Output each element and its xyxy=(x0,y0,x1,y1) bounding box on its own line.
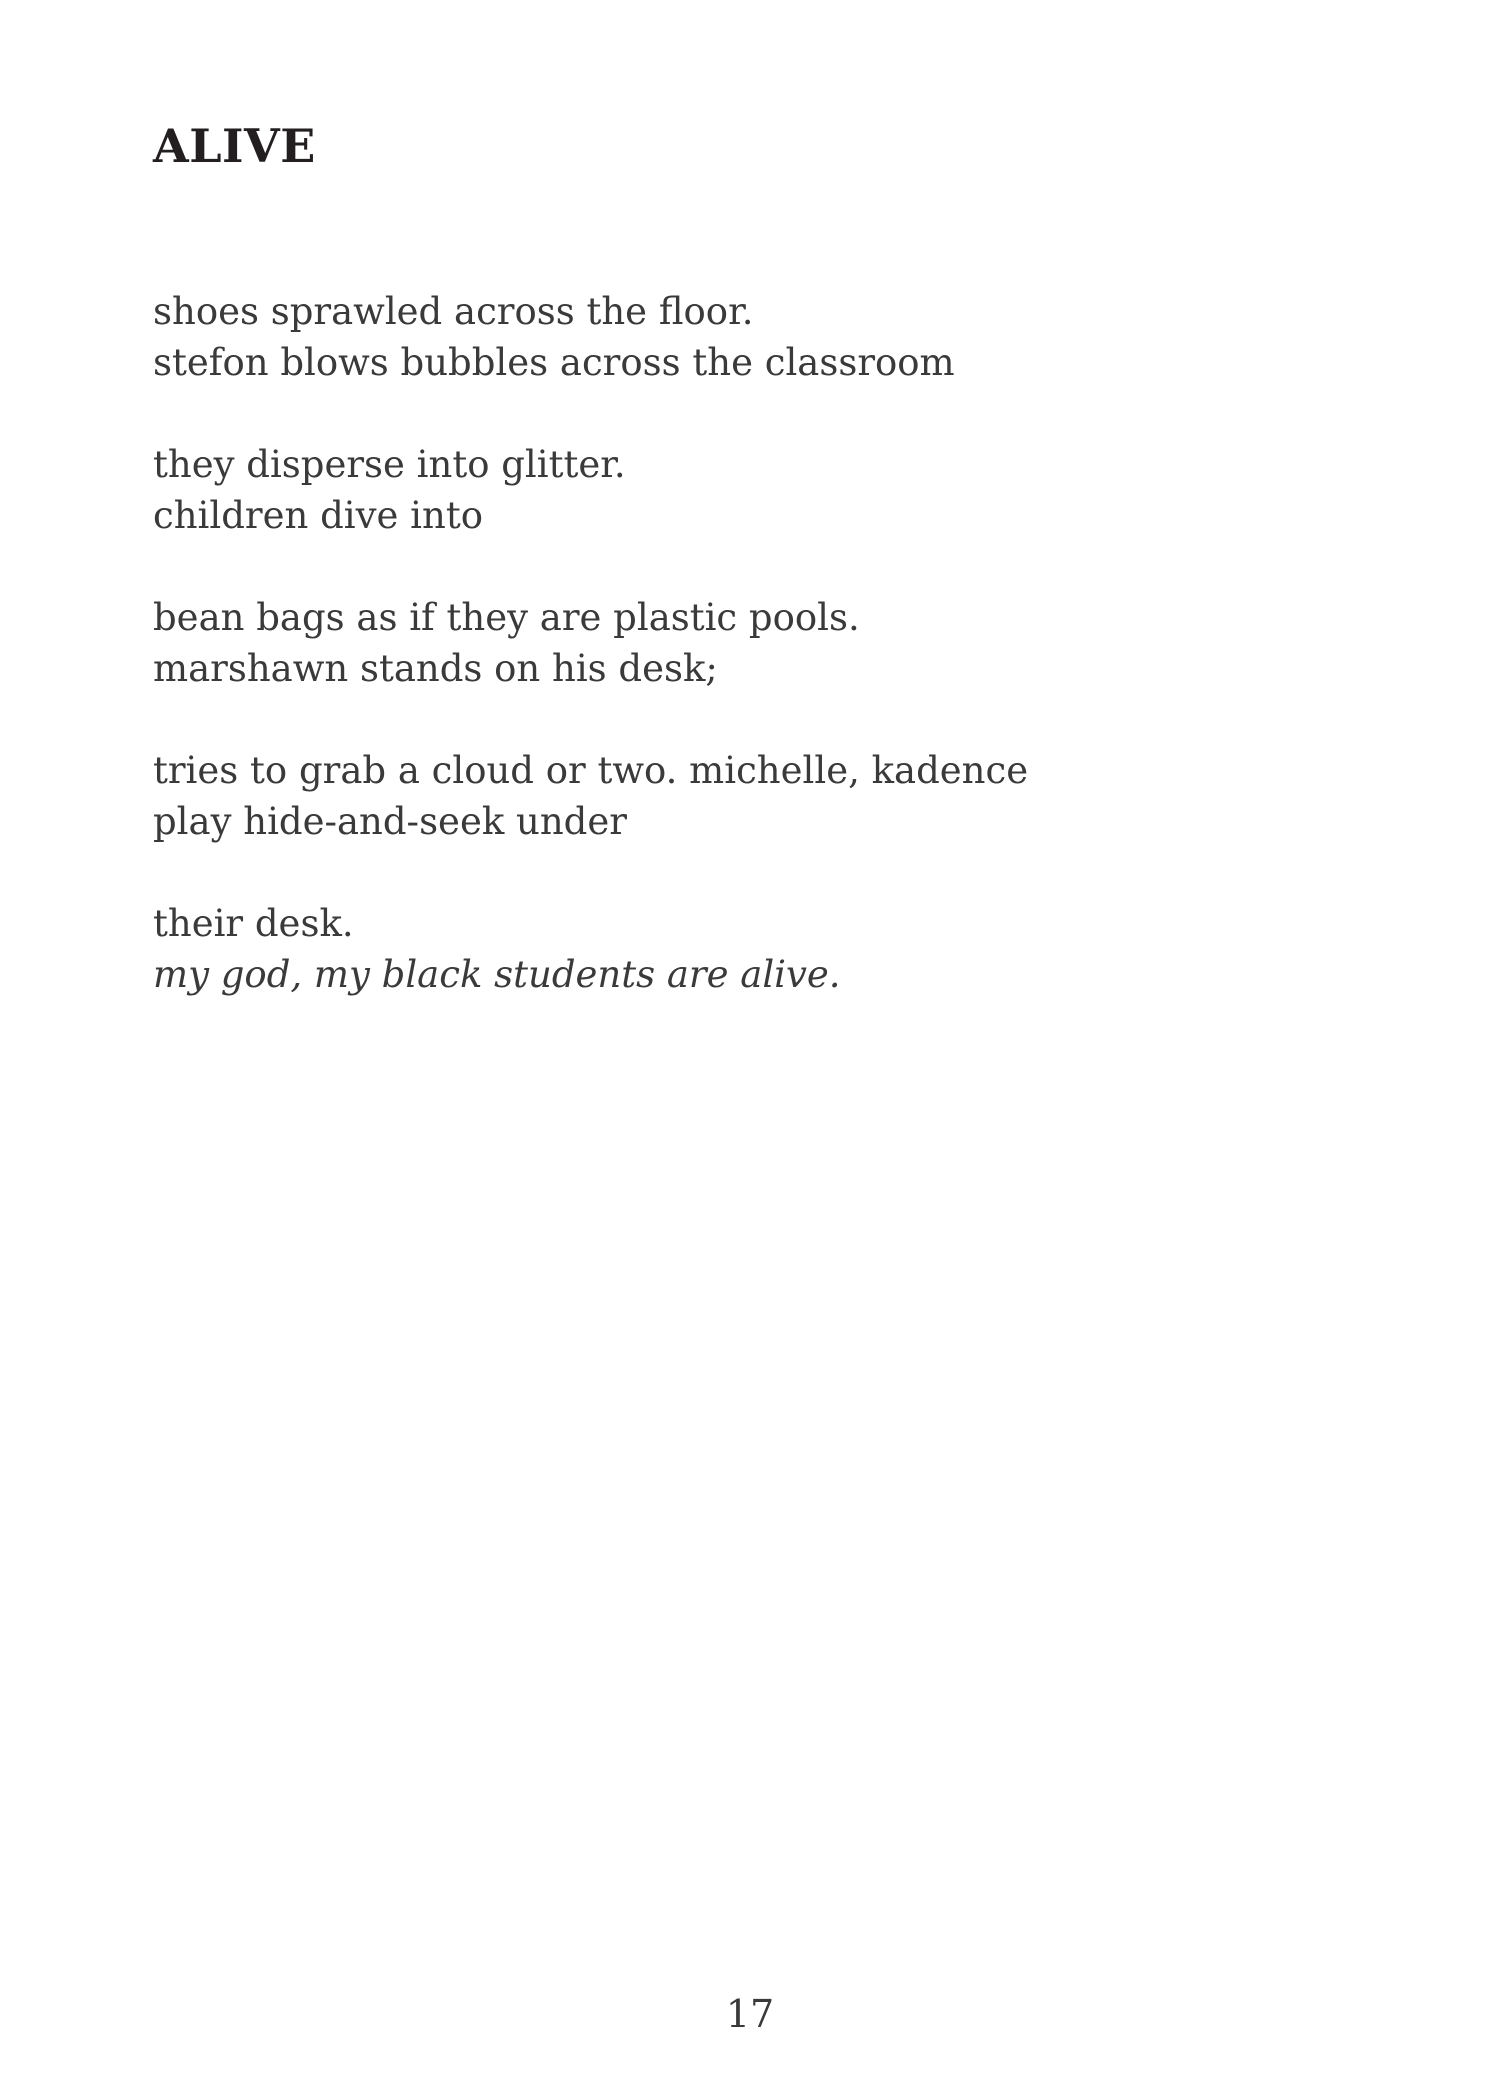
poem-line: tries to grab a cloud or two. michelle, kadence xyxy=(153,749,1029,792)
poem-line: shoes sprawled across the floor. xyxy=(153,290,754,333)
poem-body xyxy=(153,286,1353,1051)
stanza-1 xyxy=(153,286,1353,388)
poem-line: their desk. xyxy=(153,902,354,945)
stanza-3 xyxy=(153,592,1353,694)
stanza-4 xyxy=(153,745,1353,847)
poem-line: bean bags as if they are plastic pools. xyxy=(153,596,860,639)
poem-line: children dive into xyxy=(153,494,483,537)
poem-line: marshawn stands on his desk; xyxy=(153,647,718,690)
poem-line: stefon blows bubbles across the classroom xyxy=(153,341,955,384)
poem-closing-line: my god, my black students are alive. xyxy=(153,953,841,996)
stanza-2 xyxy=(153,439,1353,541)
poem-title: ALIVE xyxy=(153,119,316,173)
page-number: 17 xyxy=(725,1992,775,2036)
poem-line: they disperse into glitter. xyxy=(153,443,626,486)
stanza-5 xyxy=(153,898,1353,1000)
poem-line: play hide-and-seek under xyxy=(153,800,627,843)
